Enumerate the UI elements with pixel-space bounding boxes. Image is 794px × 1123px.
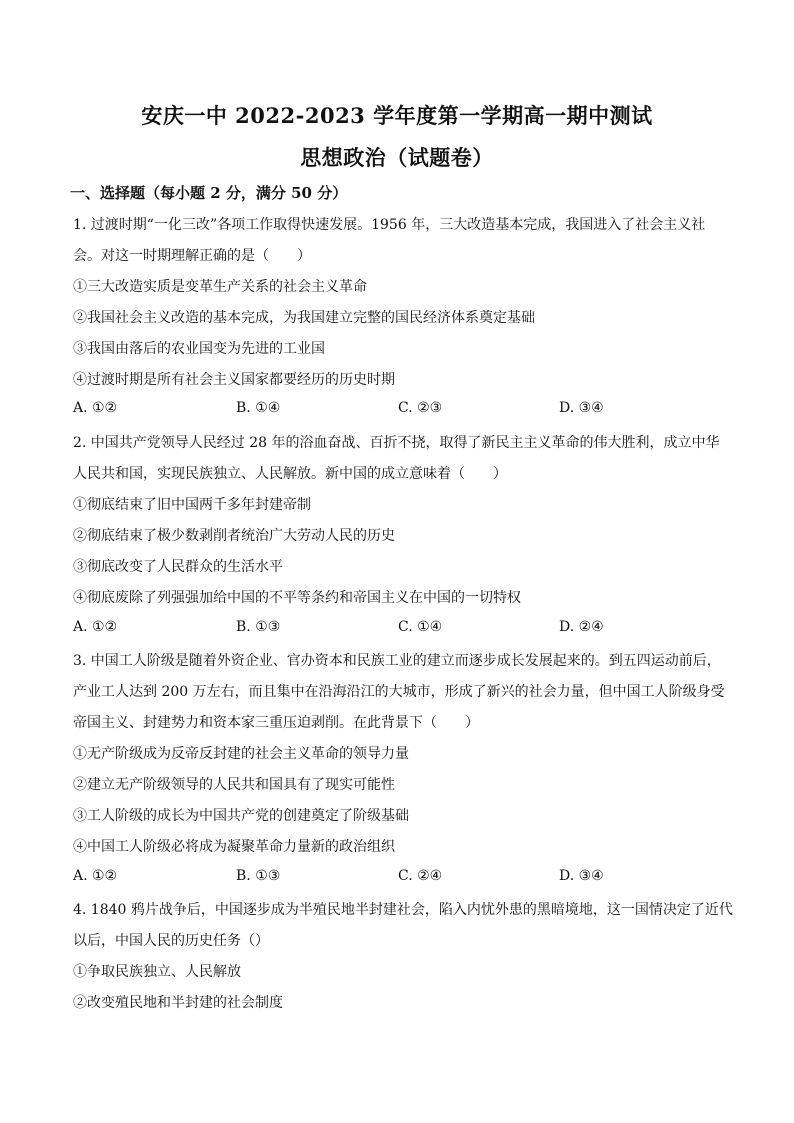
question-4-option-1: ①争取民族独立、人民解放 (73, 964, 241, 980)
question-1-option-4: ④过渡时期是所有社会主义国家都要经历的历史时期 (73, 372, 395, 388)
choice-a: A. ①② (73, 400, 118, 416)
section-heading: 一、选择题（每小题 2 分，满分 50 分） (70, 184, 348, 202)
question-4-stem-line-2: 以后，中国人民的历史任务（） (73, 933, 269, 949)
choice-d: D. ③④ (559, 868, 604, 884)
choice-d: D. ②④ (559, 619, 604, 635)
choice-a: A. ①② (73, 868, 118, 884)
choice-d: D. ③④ (559, 400, 604, 416)
question-1-choices (73, 400, 733, 420)
choice-b: B. ①③ (236, 619, 281, 635)
choice-c: C. ②④ (398, 868, 443, 884)
question-4-stem-line-1: 4. 1840 鸦片战争后，中国逐步成为半殖民地半封建社会，陷入内忧外患的黑暗境地，这一国情决定了近代 (73, 902, 733, 918)
question-1-option-3: ③我国由落后的农业国变为先进的工业国 (73, 341, 325, 357)
choice-b: B. ①③ (236, 868, 281, 884)
question-2-option-3: ③彻底改变了人民群众的生活水平 (73, 559, 283, 575)
question-2-choices (73, 619, 733, 639)
question-3-option-3: ③工人阶级的成长为中国共产党的创建奠定了阶级基础 (73, 808, 409, 824)
choice-c: C. ①④ (398, 619, 443, 635)
question-1-option-1: ①三大改造实质是变革生产关系的社会主义革命 (73, 279, 367, 295)
choice-a: A. ①② (73, 619, 118, 635)
question-3-stem-line-1: 3. 中国工人阶级是随着外资企业、官办资本和民族工业的建立而逐步成长发展起来的。到五四运动前后， (73, 653, 721, 669)
question-2-option-2: ②彻底结束了极少数剥削者统治广大劳动人民的历史 (73, 528, 395, 544)
question-4-option-2: ②改变殖民地和半封建的社会制度 (73, 995, 283, 1011)
question-2-option-4: ④彻底废除了列强强加给中国的不平等条约和帝国主义在中国的一切特权 (73, 590, 521, 606)
question-2-stem-line-2: 人民共和国，实现民族独立、人民解放。新中国的成立意味着（ ） (73, 466, 507, 482)
exam-subtitle: 思想政治（试题卷） (300, 145, 494, 170)
question-2-option-1: ①彻底结束了旧中国两千多年封建帝制 (73, 497, 311, 513)
choice-c: C. ②③ (398, 400, 443, 416)
question-3-stem-line-2: 产业工人达到 200 万左右，而且集中在沿海沿江的大城市，形成了新兴的社会力量，但中国工人阶级身受 (73, 684, 725, 700)
question-3-option-4: ④中国工人阶级必将成为凝聚革命力量新的政治组织 (73, 839, 395, 855)
question-1-option-2: ②我国社会主义改造的基本完成，为我国建立完整的国民经济体系奠定基础 (73, 310, 535, 326)
choice-b: B. ①④ (236, 400, 281, 416)
question-1-stem-line-2: 会。对这一时期理解正确的是（ ） (73, 248, 311, 264)
question-3-choices (73, 868, 733, 888)
question-3-option-2: ②建立无产阶级领导的人民共和国具有了现实可能性 (73, 777, 395, 793)
question-2-stem-line-1: 2. 中国共产党领导人民经过 28 年的浴血奋战、百折不挠，取得了新民主主义革命的伟大胜利，成立中华 (73, 435, 720, 451)
question-3-stem-line-3: 帝国主义、封建势力和资本家三重压迫剥削。在此背景下（ ） (73, 715, 479, 731)
question-1-stem-line-1: 1. 过渡时期“一化三改”各项工作取得快速发展。1956 年，三大改造基本完成，我国进入了社会主义社 (73, 217, 706, 233)
exam-title: 安庆一中 2022-2023 学年度第一学期高一期中测试 (141, 103, 653, 128)
question-3-option-1: ①无产阶级成为反帝反封建的社会主义革命的领导力量 (73, 746, 409, 762)
